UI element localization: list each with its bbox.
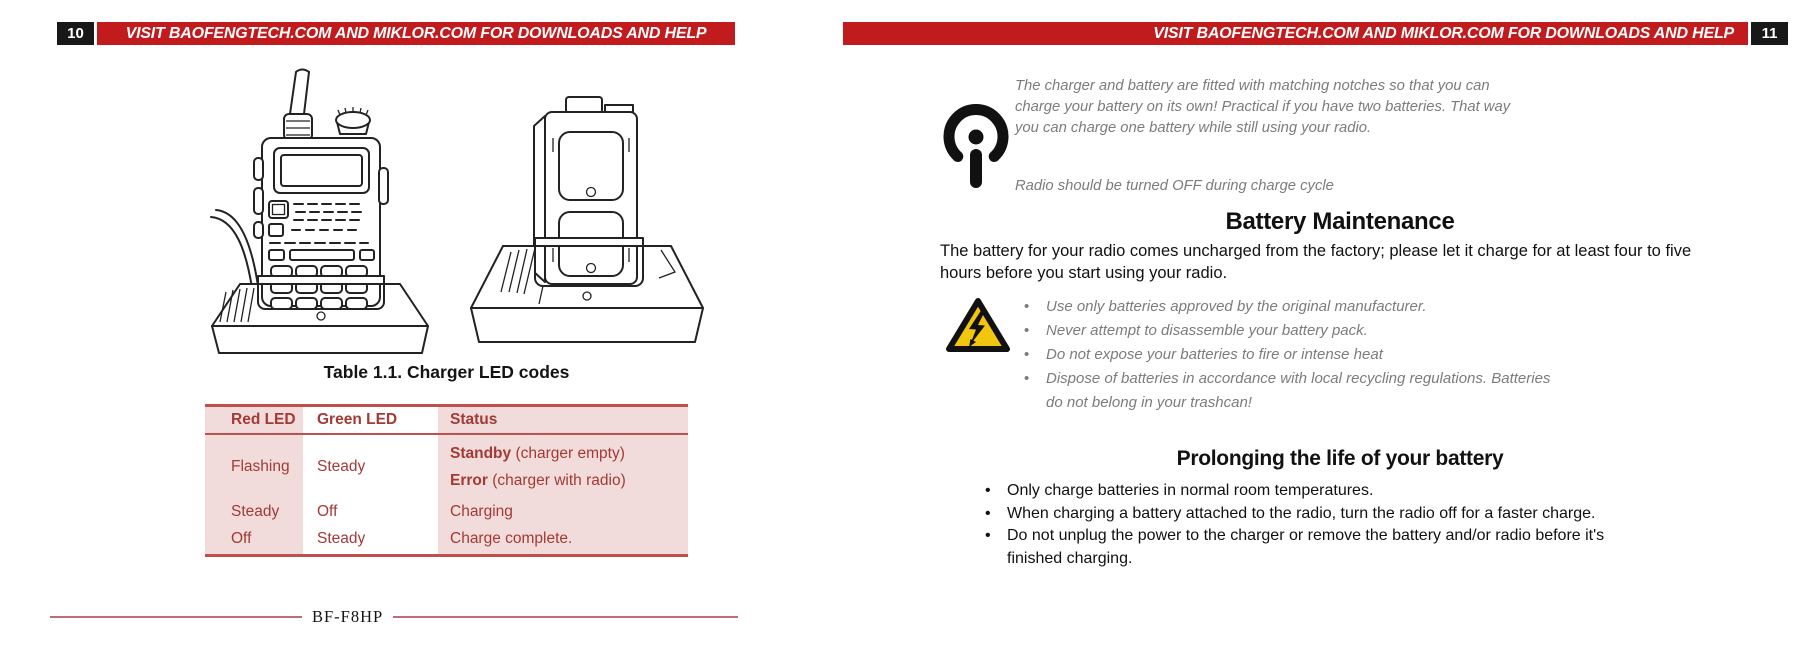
prolonging-heading: Prolonging the life of your battery	[1176, 447, 1504, 470]
battery-maintenance-heading: Battery Maintenance	[1225, 208, 1455, 235]
radio-in-charger-illustration	[200, 62, 438, 358]
table-row: Off Steady Charge complete.	[205, 525, 688, 554]
warning-item: • Do not expose your batteries to fire or intense heat	[1022, 343, 1570, 367]
table-caption: Table 1.1. Charger LED codes	[323, 362, 570, 382]
battery-maintenance-intro: The battery for your radio comes uncharged from the factory; please let it charge for at least four to five hours before you start using your radio.	[940, 242, 1692, 282]
battery-in-charger-illustration	[465, 80, 710, 352]
warning-item: • Use only batteries approved by the original manufacturer.	[1022, 295, 1570, 319]
table-row: Flashing Steady Standby (charger empty) Error (charger with radio)	[205, 435, 688, 498]
footer-rule-right	[393, 616, 738, 618]
prolonging-tip-list	[985, 480, 1640, 570]
warning-item: • Never attempt to disassemble your battery pack.	[1022, 319, 1570, 343]
col-header-red-led: Red LED	[205, 407, 303, 433]
warning-item: • Dispose of batteries in accordance with local recycling regulations. Batteries do not belong in your trashcan!	[1022, 367, 1570, 415]
charging-note: The charger and battery are fitted with matching notches so that you can charge your battery on its own! Practical if you have two batteries. That way you can charge one battery while still using your radio.	[1015, 78, 1511, 136]
page-number-right: 11	[1751, 22, 1788, 45]
page-number-left: 10	[57, 22, 94, 45]
tip-item: • When charging a battery attached to the radio, turn the radio off for a faster charge.	[985, 503, 1640, 526]
warning-icon	[945, 296, 1011, 356]
page-footer	[50, 607, 738, 627]
banner-right: VISIT BAOFENGTECH.COM AND MIKLOR.COM FOR DOWNLOADS AND HELP	[843, 22, 1748, 45]
table-header-row	[205, 407, 688, 435]
footer-rule-left	[50, 616, 302, 618]
tip-item: • Do not unplug the power to the charger or remove the battery and/or radio before it's finished charging.	[985, 525, 1640, 570]
table-row: Steady Off Charging	[205, 498, 688, 525]
info-icon	[940, 100, 1012, 192]
right-page-content	[843, 0, 1803, 646]
banner-left: VISIT BAOFENGTECH.COM AND MIKLOR.COM FOR DOWNLOADS AND HELP	[97, 22, 735, 45]
col-header-green-led: Green LED	[303, 407, 438, 433]
tip-item: • Only charge batteries in normal room temperatures.	[985, 480, 1640, 503]
battery-warning-list	[1022, 295, 1570, 415]
footer-model-name: BF-F8HP	[312, 607, 384, 626]
charger-led-table	[205, 404, 688, 557]
charging-note-secondary: Radio should be turned OFF during charge cycle	[1015, 178, 1334, 194]
col-header-status: Status	[438, 407, 688, 433]
